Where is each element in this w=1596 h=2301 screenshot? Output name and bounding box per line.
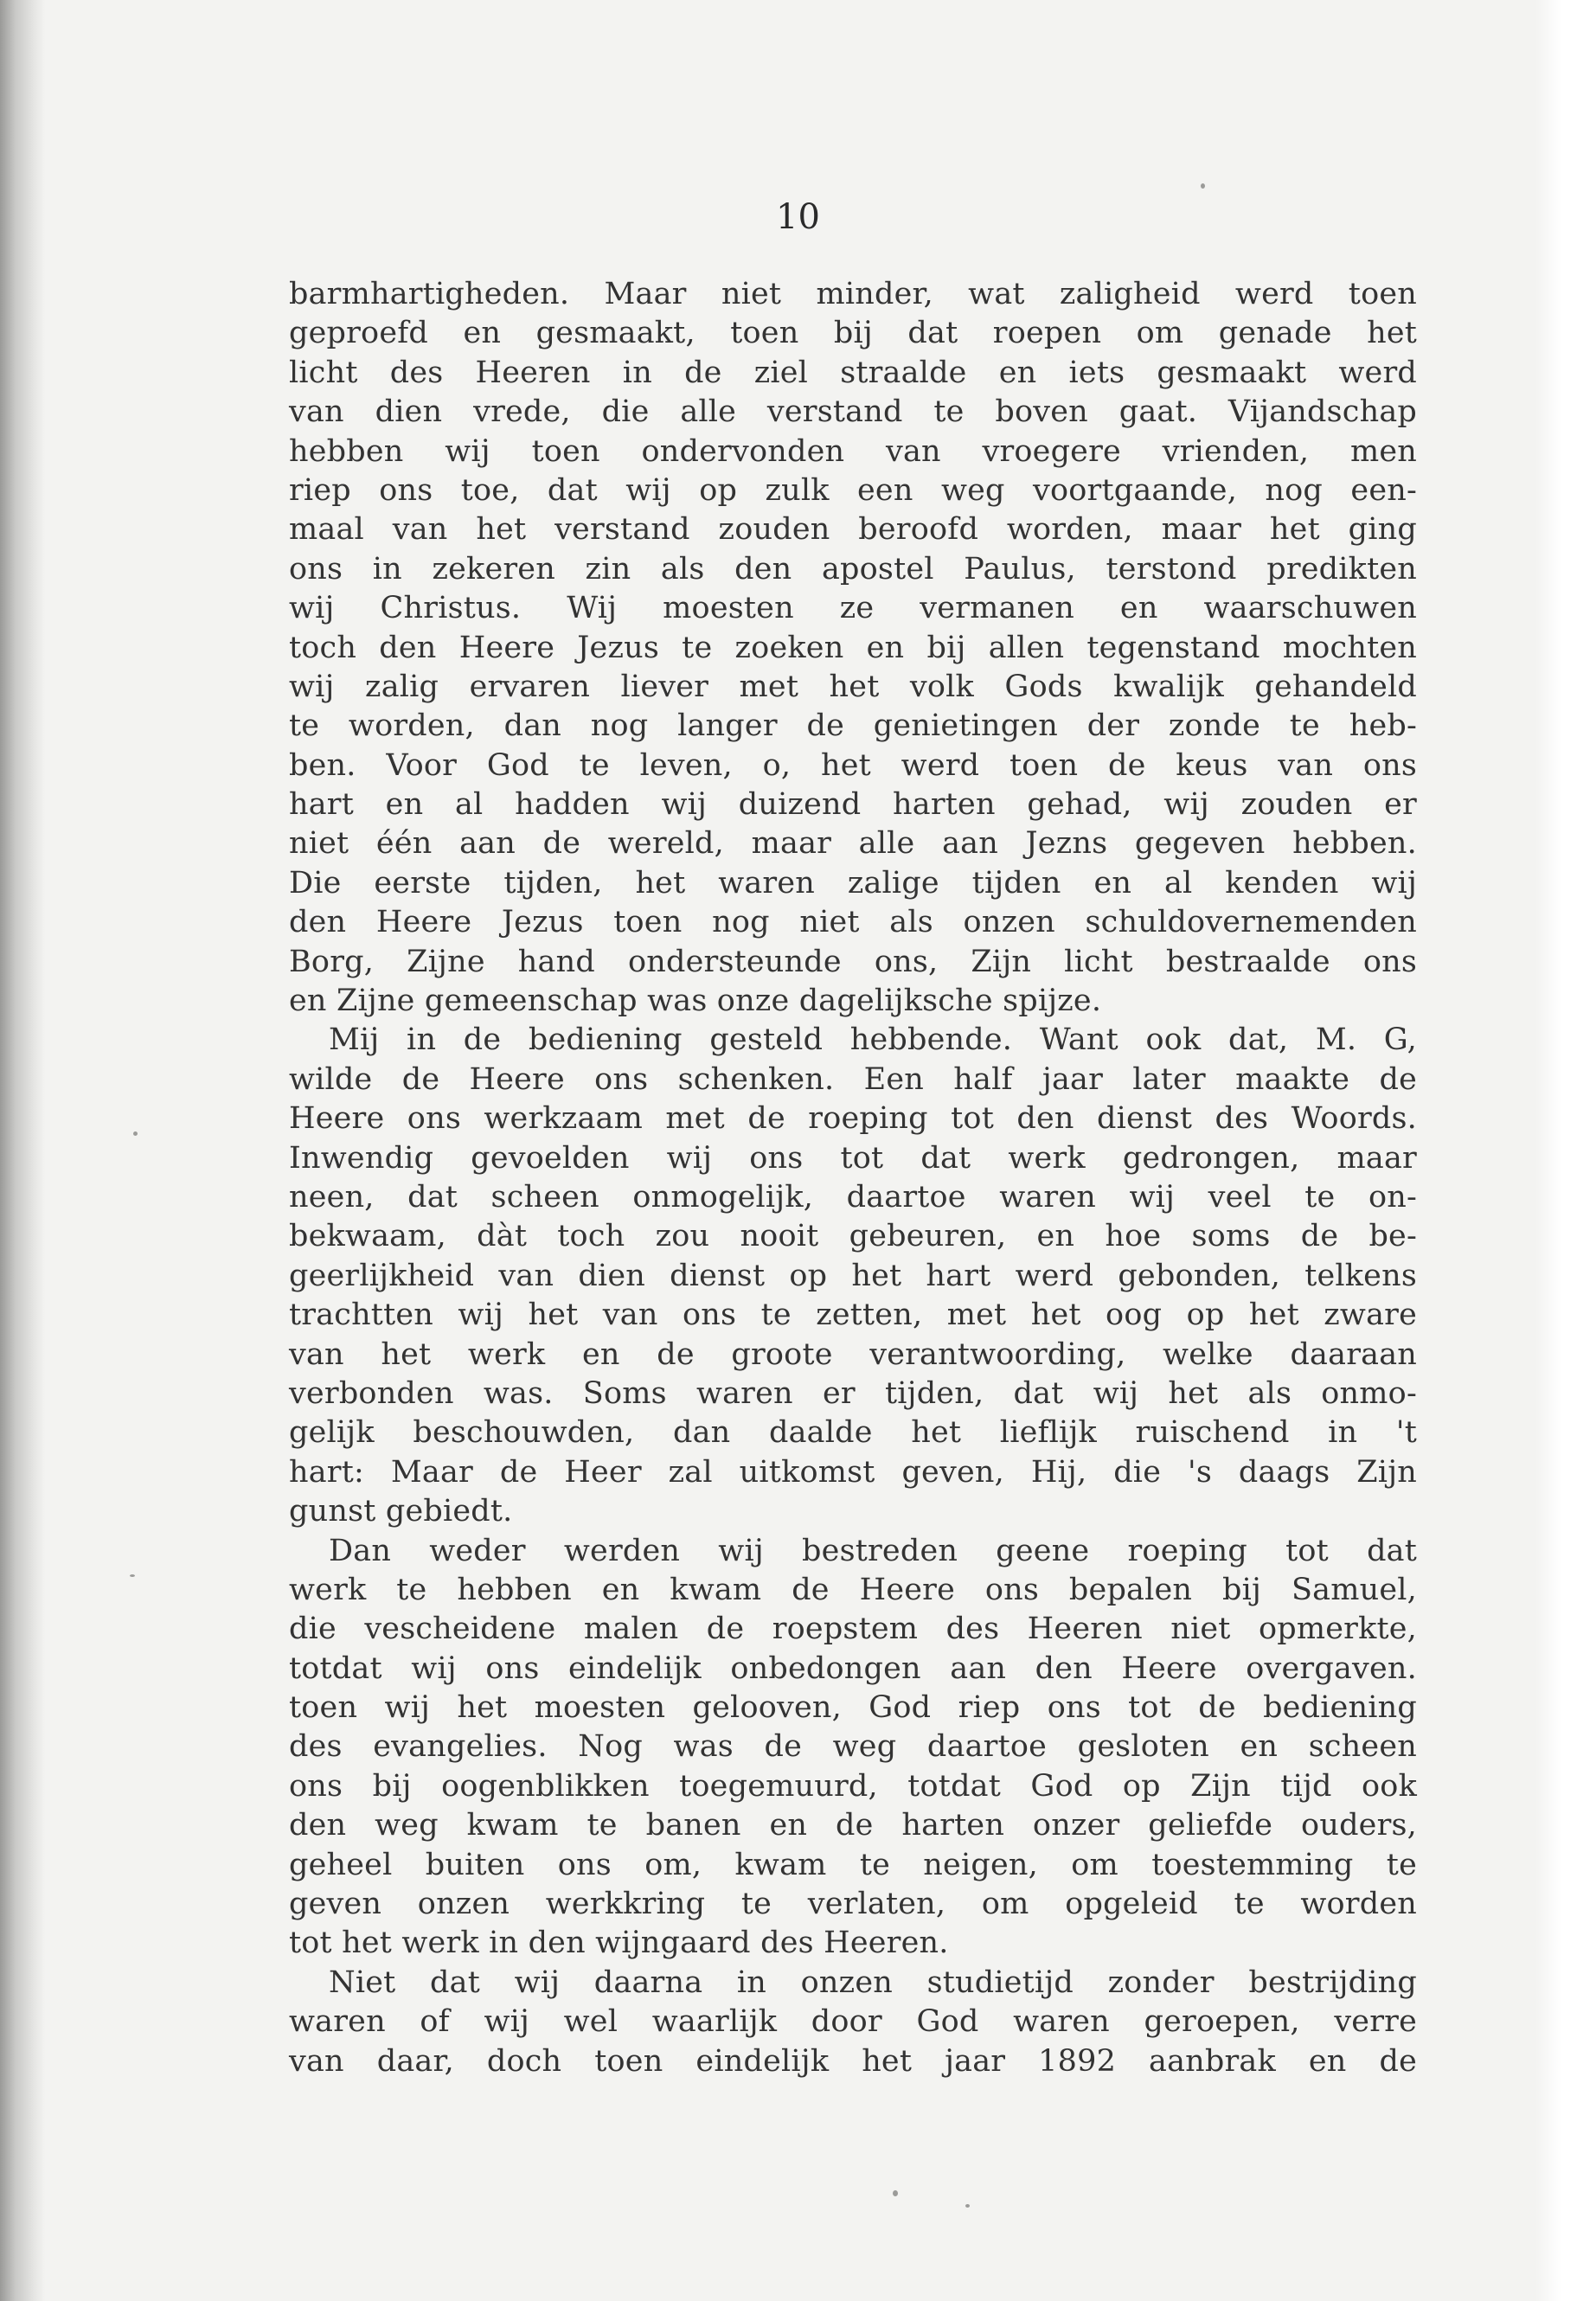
text-line: gunst gebiedt. <box>289 1494 513 1529</box>
page-number: 10 <box>776 197 820 237</box>
text-line: neen, dat scheen onmogelijk, daartoe waren wij veel te on- <box>289 1179 1417 1215</box>
text-line: Niet dat wij daarna in onzen studietijd zonder bestrijding <box>329 1965 1417 2000</box>
text-line: ons in zekeren zin als den apostel Paulus, terstond predikten <box>289 551 1417 586</box>
text-line: hart en al hadden wij duizend harten gehad, wij zouden er <box>289 787 1417 823</box>
text-line: hart: Maar de Heer zal uitkomst geven, Hij, die 's daags Zijn <box>289 1454 1417 1490</box>
text-line: bekwaam, dàt toch zou nooit gebeuren, en hoe soms de be- <box>289 1219 1417 1254</box>
text-line: van dien vrede, die alle verstand te boven gaat. Vijandschap <box>289 394 1417 430</box>
body-text <box>289 275 1417 2081</box>
text-line: waren of wij wel waarlijk door God waren geroepen, verre <box>289 2004 1417 2040</box>
text-line: Die eerste tijden, het waren zalige tijden en al kenden wij <box>289 865 1417 901</box>
text-line: van daar, doch toen eindelijk het jaar 1892 aanbrak en de <box>289 2043 1417 2079</box>
text-line: geproefd en gesmaakt, toen bij dat roepen om genade het <box>289 316 1417 351</box>
text-line: geven onzen werkkring te verlaten, om opgeleid te worden <box>289 1887 1417 1922</box>
text-line: tot het werk in den wijngaard des Heeren. <box>289 1926 949 1961</box>
text-line: ben. Voor God te leven, o, het werd toen de keus van ons <box>289 747 1417 783</box>
text-line: van het werk en de groote verantwoording, welke daaraan <box>289 1336 1417 1372</box>
text-line: geheel buiten ons om, kwam te neigen, om toestemming te <box>289 1847 1417 1882</box>
text-line: wilde de Heere ons schenken. Een half jaar later maakte de <box>289 1061 1417 1097</box>
text-line: die vescheidene malen de roepstem des Heeren niet opmerkte, <box>289 1612 1417 1647</box>
text-line: verbonden was. Soms waren er tijden, dat wij het als onmo- <box>289 1375 1417 1411</box>
text-line: toen wij het moesten gelooven, God riep ons tot de bediening <box>289 1690 1417 1726</box>
text-line: den weg kwam te banen en de harten onzer geliefde ouders, <box>289 1808 1417 1843</box>
text-line: den Heere Jezus toen nog niet als onzen schuldovernemenden <box>289 905 1417 940</box>
text-line: licht des Heeren in de ziel straalde en iets gesmaakt werd <box>289 355 1417 390</box>
scan-edge-right <box>1535 0 1596 2301</box>
ink-speck <box>133 1131 138 1136</box>
text-line: toch den Heere Jezus te zoeken en bij allen tegenstand mochten <box>289 630 1417 665</box>
text-line: gelijk beschouwden, dan daalde het lieflijk ruischend in 't <box>289 1415 1417 1451</box>
text-line: Inwendig gevoelden wij ons tot dat werk gedrongen, maar <box>289 1140 1417 1176</box>
text-line: barmhartigheden. Maar niet minder, wat zaligheid werd toen <box>289 277 1417 311</box>
text-line: niet één aan de wereld, maar alle aan Jezns gegeven hebben. <box>289 826 1417 862</box>
text-line: hebben wij toen ondervonden van vroegere vrienden, men <box>289 433 1417 469</box>
text-line: en Zijne gemeenschap was onze dagelijksche spijze. <box>289 984 1102 1019</box>
text-line: totdat wij ons eindelijk onbedongen aan den Heere overgaven. <box>289 1650 1417 1686</box>
text-line: werk te hebben en kwam de Heere ons bepalen bij Samuel, <box>289 1572 1417 1607</box>
text-line: Heere ons werkzaam met de roeping tot den dienst des Woords. <box>289 1101 1417 1137</box>
text-line: trachtten wij het van ons te zetten, met het oog op het zware <box>289 1298 1417 1333</box>
text-line: ons bij oogenblikken toegemuurd, totdat God op Zijn tijd ook <box>289 1768 1417 1804</box>
text-line: te worden, dan nog langer de genietingen der zonde te heb- <box>289 708 1417 744</box>
text-line: Mij in de bediening gesteld hebbende. Want ook dat, M. G, <box>329 1022 1417 1058</box>
ink-speck <box>965 2204 970 2208</box>
text-line: wij zalig ervaren liever met het volk Gods kwalijk gehandeld <box>289 669 1417 704</box>
text-line: wij Christus. Wij moesten ze vermanen en waarschuwen <box>289 591 1417 626</box>
ink-speck <box>893 2190 898 2196</box>
text-line: Dan weder werden wij bestreden geene roeping tot dat <box>329 1533 1417 1568</box>
text-line: geerlijkheid van dien dienst op het hart werd gebonden, telkens <box>289 1258 1417 1293</box>
text-line: riep ons toe, dat wij op zulk een weg voortgaande, nog een- <box>289 472 1417 508</box>
ink-speck <box>1201 183 1205 189</box>
text-line: des evangelies. Nog was de weg daartoe gesloten en scheen <box>289 1729 1417 1765</box>
scan-edge-left <box>0 0 45 2301</box>
ink-speck <box>130 1574 135 1577</box>
text-line: Borg, Zijne hand ondersteunde ons, Zijn licht bestraalde ons <box>289 944 1417 979</box>
text-line: maal van het verstand zouden beroofd worden, maar het ging <box>289 512 1417 548</box>
